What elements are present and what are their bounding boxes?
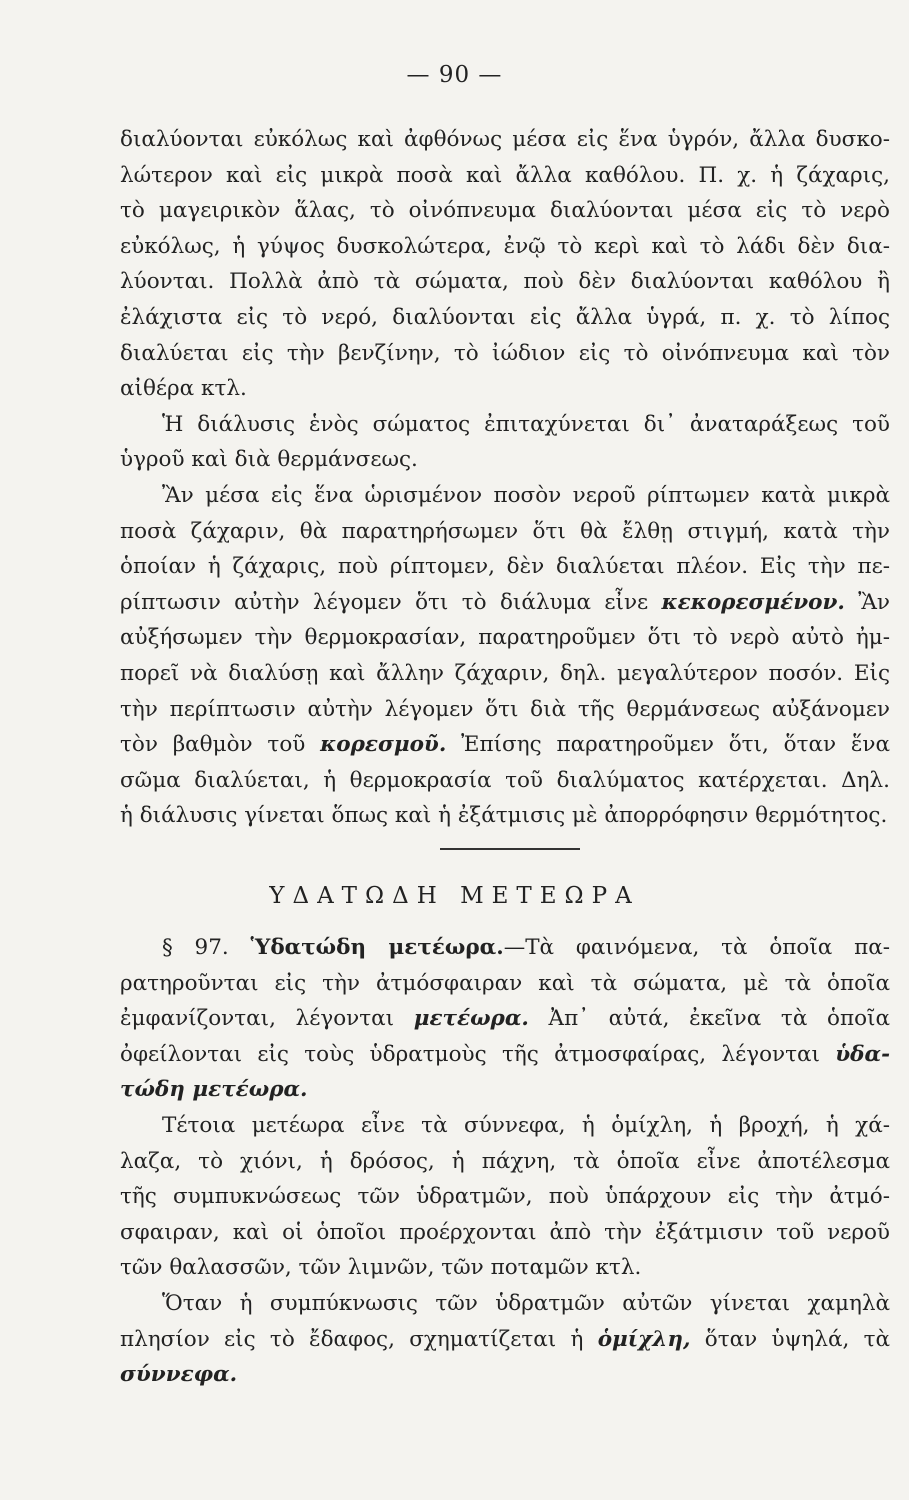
paragraph (120, 407, 890, 478)
text-line (120, 1037, 890, 1073)
text-line: σφαιραν, καὶ οἱ ὁποῖοι προέρχονται ἀπὸ τὴν ἐξάτμισιν τοῦ νεροῦ (120, 1219, 890, 1245)
term-meteora: μετέωρα. (413, 1006, 529, 1032)
text-run: —Τὰ φαινόμενα, τὰ ὁποῖα πα- (503, 935, 890, 960)
text-run: ρίπτωσιν αὐτὴν λέγομεν ὅτι τὸ διάλυμα εἶνε (120, 589, 662, 615)
text-run: Ἐπίσης παρατηροῦμεν ὅτι, ὅταν ἕνα (446, 732, 891, 758)
text-line (120, 585, 890, 621)
term-saturated: κεκορεσμένον. (661, 589, 845, 615)
text-line: ἐλάχιστα εἰς τὸ νερό, διαλύονται εἰς ἄλλα ὑγρά, π. χ. τὸ λίπος (120, 304, 890, 330)
main-text-lower (120, 930, 890, 1393)
text-run: πλησίον εἰς τὸ ἔδαφος, σχηματίζεται ἡ (120, 1326, 598, 1352)
text-run: τὸν βαθμὸν τοῦ (120, 732, 321, 758)
section-heading: ΥΔΑΤΩΔΗ ΜΕΤΕΩΡΑ (269, 883, 640, 909)
main-text-upper (120, 122, 890, 834)
text-line: Τέτοια μετέωρα εἶνε τὰ σύννεφα, ἡ ὁμίχλη, ἡ βροχή, ἡ χά- (162, 1112, 890, 1138)
text-line: εὐκόλως, ἡ γύψος δυσκολώτερα, ἐνῷ τὸ κερὶ καὶ τὸ λάδι δὲν δια- (120, 233, 890, 259)
text-run: Ἂν (844, 589, 890, 615)
text-line: διαλύεται εἰς τὴν βενζίνην, τὸ ἰώδιον εἰς τὸ οἰνόπνευμα καὶ τὸν (120, 340, 890, 366)
text-line: Ἂν μέσα εἰς ἕνα ὡρισμένον ποσὸν νεροῦ ρίπτωμεν κατὰ μικρὰ (162, 482, 890, 508)
text-line (120, 1001, 890, 1037)
text-line: τὸ μαγειρικὸν ἅλας, τὸ οἰνόπνευμα διαλύονται μέσα εἰς τὸ νερὸ (120, 198, 890, 224)
paragraph (120, 1108, 890, 1286)
text-line (120, 1322, 890, 1358)
text-line: σῶμα διαλύεται, ἡ θερμοκρασία τοῦ διαλύματος κατέρχεται. Δηλ. (120, 767, 890, 793)
paragraph (120, 930, 890, 1108)
section-divider (440, 848, 580, 850)
text-line: λώτερον καὶ εἰς μικρὰ ποσὰ καὶ ἄλλα καθόλου. Π. χ. ἡ ζάχαρις, (120, 162, 890, 188)
text-line: ποσὰ ζάχαριν, θὰ παρατηρήσωμεν ὅτι θὰ ἔλθῃ στιγμή, κατὰ τὴν (120, 518, 890, 544)
text-line: ὑγροῦ καὶ διὰ θερμάνσεως. (120, 447, 418, 473)
text-line: διαλύονται εὐκόλως καὶ ἀφθόνως μέσα εἰς ἕνα ὑγρόν, ἄλλα δυσκο- (120, 127, 890, 152)
text-line: ὁποίαν ἡ ζάχαρις, ποὺ ρίπτομεν, δὲν διαλύεται πλέον. Εἰς τὴν πε- (120, 554, 890, 580)
paragraph (120, 122, 890, 407)
text-line: Ἡ διάλυσις ἑνὸς σώματος ἐπιταχύνεται δι᾽ ἀναταράξεως τοῦ (162, 411, 890, 437)
text-line: τῆς συμπυκνώσεως τῶν ὑδρατμῶν, ποὺ ὑπάρχουν εἰς τὴν ἀτμό- (120, 1184, 890, 1210)
text-run: ὅταν ὑψηλά, τὰ (690, 1326, 890, 1352)
section-number: § 97. (162, 935, 251, 960)
paragraph (120, 1286, 890, 1393)
text-line: λύονται. Πολλὰ ἀπὸ τὰ σώματα, ποὺ δὲν διαλύονται καθόλου ἢ (120, 269, 890, 295)
text-line: τώδη μετέωρα. (120, 1077, 308, 1103)
text-line: τὴν περίπτωσιν αὐτὴν λέγομεν ὅτι διὰ τῆς θερμάνσεως αὐξάνομεν (120, 696, 890, 722)
term-saturation: κορεσμοῦ. (320, 732, 447, 758)
text-line: αἰθέρα κτλ. (120, 376, 247, 402)
text-run: ἐμφανίζονται, λέγονται (120, 1006, 414, 1032)
text-line: αὐξήσωμεν τὴν θερμοκρασίαν, παρατηροῦμεν ὅτι τὸ νερὸ αὐτὸ ἠμ- (120, 625, 890, 651)
text-line: τῶν θαλασσῶν, τῶν λιμνῶν, τῶν ποταμῶν κτλ. (120, 1255, 642, 1281)
text-run: Ἀπ᾽ αὐτά, ἐκεῖνα τὰ ὁποῖα (528, 1006, 890, 1032)
text-run: ὀφείλονται εἰς τοὺς ὑδρατμοὺς τῆς ἀτμοσφαίρας, λέγονται (120, 1041, 836, 1067)
text-line: ρατηροῦνται εἰς τὴν ἀτμόσφαιραν καὶ τὰ σώματα, μὲ τὰ ὁποῖα (120, 970, 890, 996)
text-line (120, 727, 890, 763)
paragraph (120, 478, 890, 834)
section-title: Ὑδατώδη μετέωρα. (250, 935, 504, 960)
term-clouds: σύννεφα. (120, 1362, 238, 1388)
page-number: — 90 — (406, 62, 503, 88)
term-fog: ὁμίχλη, (597, 1326, 691, 1352)
text-line: Ὅταν ἡ συμπύκνωσις τῶν ὑδρατμῶν αὐτῶν γίνεται χαμηλὰ (162, 1290, 890, 1316)
text-line (120, 930, 890, 966)
text-line: πορεῖ νὰ διαλύσῃ καὶ ἄλλην ζάχαριν, δηλ. μεγαλύτερον ποσόν. Εἰς (120, 660, 890, 686)
text-line: ἡ διάλυσις γίνεται ὅπως καὶ ἡ ἐξάτμισις μὲ ἀπορρόφησιν θερμότητος. (120, 803, 888, 829)
text-line: λαζα, τὸ χιόνι, ἡ δρόσος, ἡ πάχνη, τὰ ὁποῖα εἶνε ἀποτέλεσμα (120, 1148, 890, 1174)
term-hydrometeors: ὑδα- (835, 1041, 890, 1067)
